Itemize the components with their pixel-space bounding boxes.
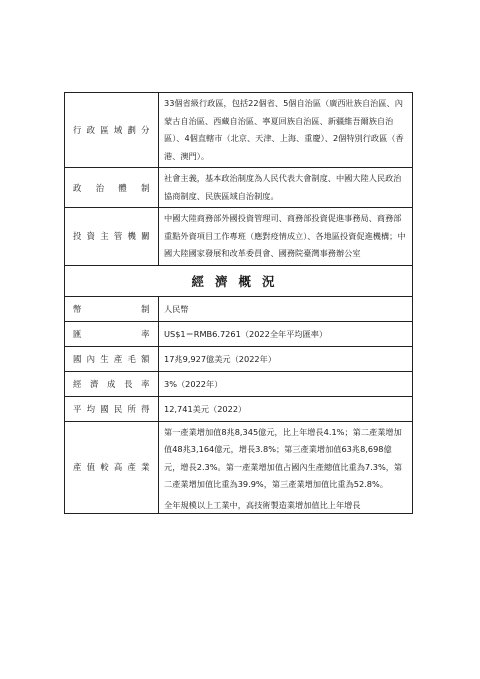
row-value-political-system: 社會主義，基本政治制度為人民代表大會制度、中國大陸人民政治協商制度、民族區域自治制度。 bbox=[159, 168, 413, 208]
row-label-gdp: 國內生產毛額 bbox=[65, 346, 159, 371]
row-label-political-system: 政治體制 bbox=[65, 168, 159, 208]
row-label-administrative-division: 行政區域劃分 bbox=[65, 93, 159, 168]
row-value-administrative-division: 33個省級行政區，包括22個省、5個自治區（廣西壯族自治區、內蒙古自治區、西藏自治區、寧夏回族自治區、新疆維吾爾族自治區）、4個直轄市（北京、天津、上海、重慶）、2個特別行政區（香港、澳門）。 bbox=[159, 93, 413, 168]
section-header-row bbox=[65, 265, 413, 296]
row-label-major-industries: 產值較高產業 bbox=[65, 421, 159, 513]
row-value-exchange-rate: US$1＝RMB6.7261（2022全年平均匯率） bbox=[159, 321, 413, 346]
row-value-growth-rate: 3%（2022年） bbox=[159, 371, 413, 396]
row-value-investment-authority: 中國大陸商務部外國投資管理司、商務部投資促進事務局、商務部重點外資項目工作專班（應對疫情成立）、各地區投資促進機構；中國大陸國家發展和改革委員會、國務院臺灣事務辦公室 bbox=[159, 208, 413, 266]
country-profile-table bbox=[64, 92, 413, 514]
table-row bbox=[65, 296, 413, 321]
table-row bbox=[65, 371, 413, 396]
row-value-per-capita-income: 12,741美元（2022） bbox=[159, 396, 413, 421]
table-row bbox=[65, 396, 413, 421]
row-value-currency: 人民幣 bbox=[159, 296, 413, 321]
table-row bbox=[65, 346, 413, 371]
table-row bbox=[65, 93, 413, 168]
industry-paragraph-2: 全年規模以上工業中，高技術製造業增加值比上年增長 bbox=[164, 499, 361, 510]
row-value-gdp: 17兆9,927億美元（2022年） bbox=[159, 346, 413, 371]
table-row bbox=[65, 421, 413, 513]
industry-paragraph-1: 第一產業增加值8兆8,345億元，比上年增長4.1%；第二產業增加值48兆3,164億元，增長3.8%；第三產業增加值63兆8,698億元，增長2.3%。第一產業增加值占國內生產總值比重為7.3%，第二產業增加值比重為39.9%，第三產業增加值比重為52.8%。 bbox=[164, 426, 403, 489]
row-label-currency: 幣制 bbox=[65, 296, 159, 321]
row-label-exchange-rate: 匯率 bbox=[65, 321, 159, 346]
row-label-growth-rate: 經濟成長率 bbox=[65, 371, 159, 396]
section-title-economy: 經濟概況 bbox=[65, 265, 413, 296]
table-row bbox=[65, 168, 413, 208]
row-label-investment-authority: 投資主管機關 bbox=[65, 208, 159, 266]
row-value-major-industries bbox=[159, 421, 413, 513]
row-label-per-capita-income: 平均國民所得 bbox=[65, 396, 159, 421]
table-row bbox=[65, 208, 413, 266]
table-row bbox=[65, 321, 413, 346]
